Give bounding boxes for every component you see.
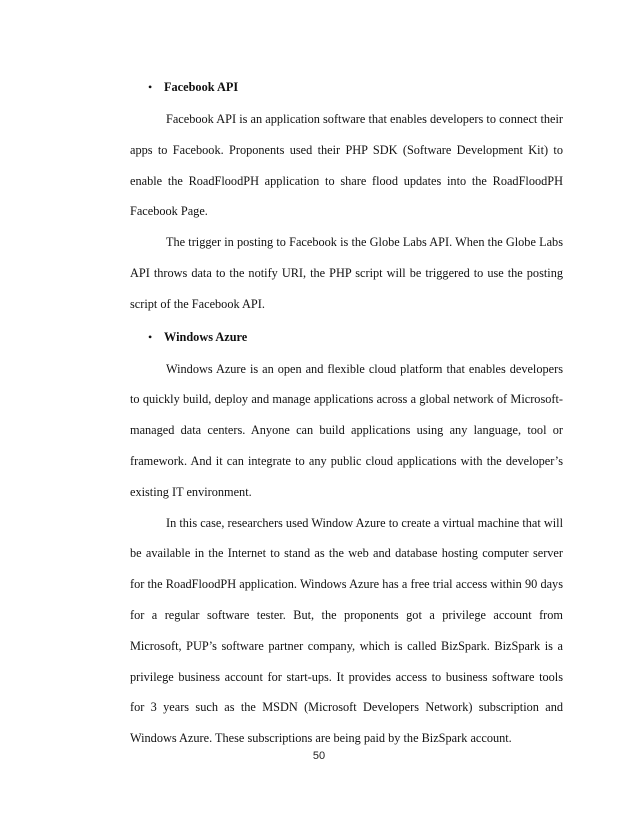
paragraph: The trigger in posting to Facebook is the Globe Labs API. When the Globe Labs API throws data to the notify URI, the PHP script will be triggered to use the posting script of the Facebook API. [130,235,563,311]
section-heading-windows-azure [130,320,563,354]
section-heading-facebook-api [130,70,563,104]
bullet-icon: • [148,80,153,94]
section-heading-text: Facebook API [164,80,239,94]
page-number: 50 [312,750,326,762]
paragraph: In this case, researchers used Window Azure to create a virtual machine that will be available in the Internet to stand as the web and database hosting computer server for the RoadFloodPH application. Windows Azure has a free trial access within 90 days for a regular software tester. But, the proponents got a privilege account from Microsoft, PUP’s software partner company, which is called BizSpark. BizSpark is a privilege business account for start-ups. It provides access to business software tools for 3 years such as the MSDN (Microsoft Developers Network) subscription and Windows Azure. These subscriptions are being paid by the BizSpark account. [130,515,563,746]
section-heading-text: Windows Azure [164,329,248,344]
paragraph: Windows Azure is an open and flexible cloud platform that enables developers to quickly build, deploy and manage applications across a global network of Microsoft-managed data centers. Anyone can build applications using any language, tool or framework. And it can integrate to any public cloud applications with the developer’s existing IT environment. [130,361,563,499]
paragraph: Facebook API is an application software that enables developers to connect their apps to Facebook. Proponents used their PHP SDK (Software Development Kit) to enable the RoadFloodPH application to share flood updates into the RoadFloodPH Facebook Page. [130,112,563,219]
bullet-icon: • [148,329,153,344]
page-content [130,70,563,754]
